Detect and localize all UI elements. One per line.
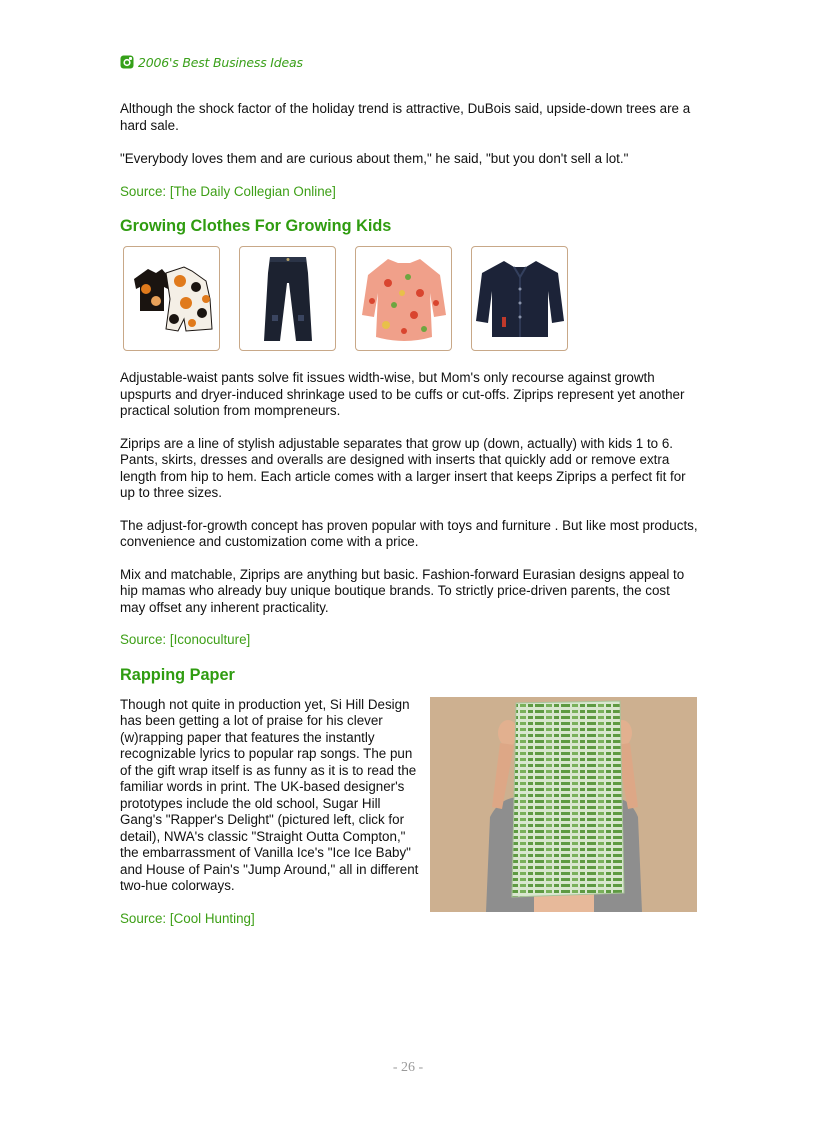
source-link-cool-hunting[interactable]: Source: [Cool Hunting] bbox=[120, 910, 255, 926]
product-image-floral-outfit[interactable] bbox=[123, 246, 220, 351]
source-link-daily-collegian[interactable]: Source: [The Daily Collegian Online] bbox=[120, 183, 336, 199]
intro-paragraph-2: "Everybody loves them and are curious about them," he said, "but you don't sell a lot." bbox=[120, 151, 629, 166]
ziprips-paragraph-3: The adjust-for-growth concept has proven popular with toys and furniture . But like most products, convenience and customization come with a price. bbox=[120, 517, 698, 549]
source-link-iconoculture[interactable]: Source: [Iconoculture] bbox=[120, 632, 251, 647]
page-content bbox=[120, 101, 698, 927]
rapping-paper-block bbox=[120, 697, 698, 928]
ziprips-paragraph-4: Mix and matchable, Ziprips are anything but basic. Fashion-forward Eurasian designs appeal to hip mamas who already buy unique boutique brands. To strictly price-driven parents, the cost may offset any inherent practicality. bbox=[120, 566, 685, 615]
product-image-navy-shirt[interactable] bbox=[471, 246, 568, 351]
ziprips-paragraph-1: Adjustable-waist pants solve fit issues width-wise, but Mom's only recourse against growth upspurts and dryer-induced shrinkage used to be cuffs or cut-offs. Ziprips represent yet another practical solution from mompreneurs. bbox=[120, 370, 685, 418]
rapping-paper-paragraph: Though not quite in production yet, Si Hill Design has been getting a lot of praise for his clever (w)rapping paper that features the instantly recognizable lyrics to popular rap songs. The pun of the gift wrap itself is as funny as it is to read the familiar words in print. The UK-based designer's prototypes include the old school, Sugar Hill Gang's "Rapper's Delight" (pictured left, click for detail), NWA's classic "Straight Outta Compton," the embarrassment of Vanilla Ice's "Ice Ice Baby" and House of Pain's "Jump Around," all in different two-hue colorways. bbox=[120, 696, 419, 893]
ziprips-paragraph-2: Ziprips are a line of stylish adjustable separates that grow up (down, actually) with kids 1 to 6. Pants, skirts, dresses and overalls are designed with inserts that quickly add or remove extra length from hip to hem. Each article comes with a larger insert that keeps Ziprips a perfect fit for up to three sizes. bbox=[120, 435, 686, 500]
section-heading-rapping-paper: Rapping Paper bbox=[120, 665, 235, 684]
clothing-images bbox=[123, 246, 698, 351]
header-title: 2006's Best Business Ideas bbox=[138, 54, 303, 70]
rapping-paper-photo[interactable] bbox=[430, 697, 697, 912]
section-heading-growing-clothes: Growing Clothes For Growing Kids bbox=[120, 217, 392, 235]
logo-icon bbox=[120, 55, 134, 69]
product-image-floral-tunic[interactable] bbox=[355, 246, 452, 351]
intro-paragraph-1: Although the shock factor of the holiday trend is attractive, DuBois said, upside-down trees are a hard sale. bbox=[120, 101, 691, 133]
product-image-denim-pants[interactable] bbox=[239, 246, 336, 351]
page-number: - 26 - bbox=[392, 1060, 424, 1075]
page-header bbox=[120, 52, 303, 72]
